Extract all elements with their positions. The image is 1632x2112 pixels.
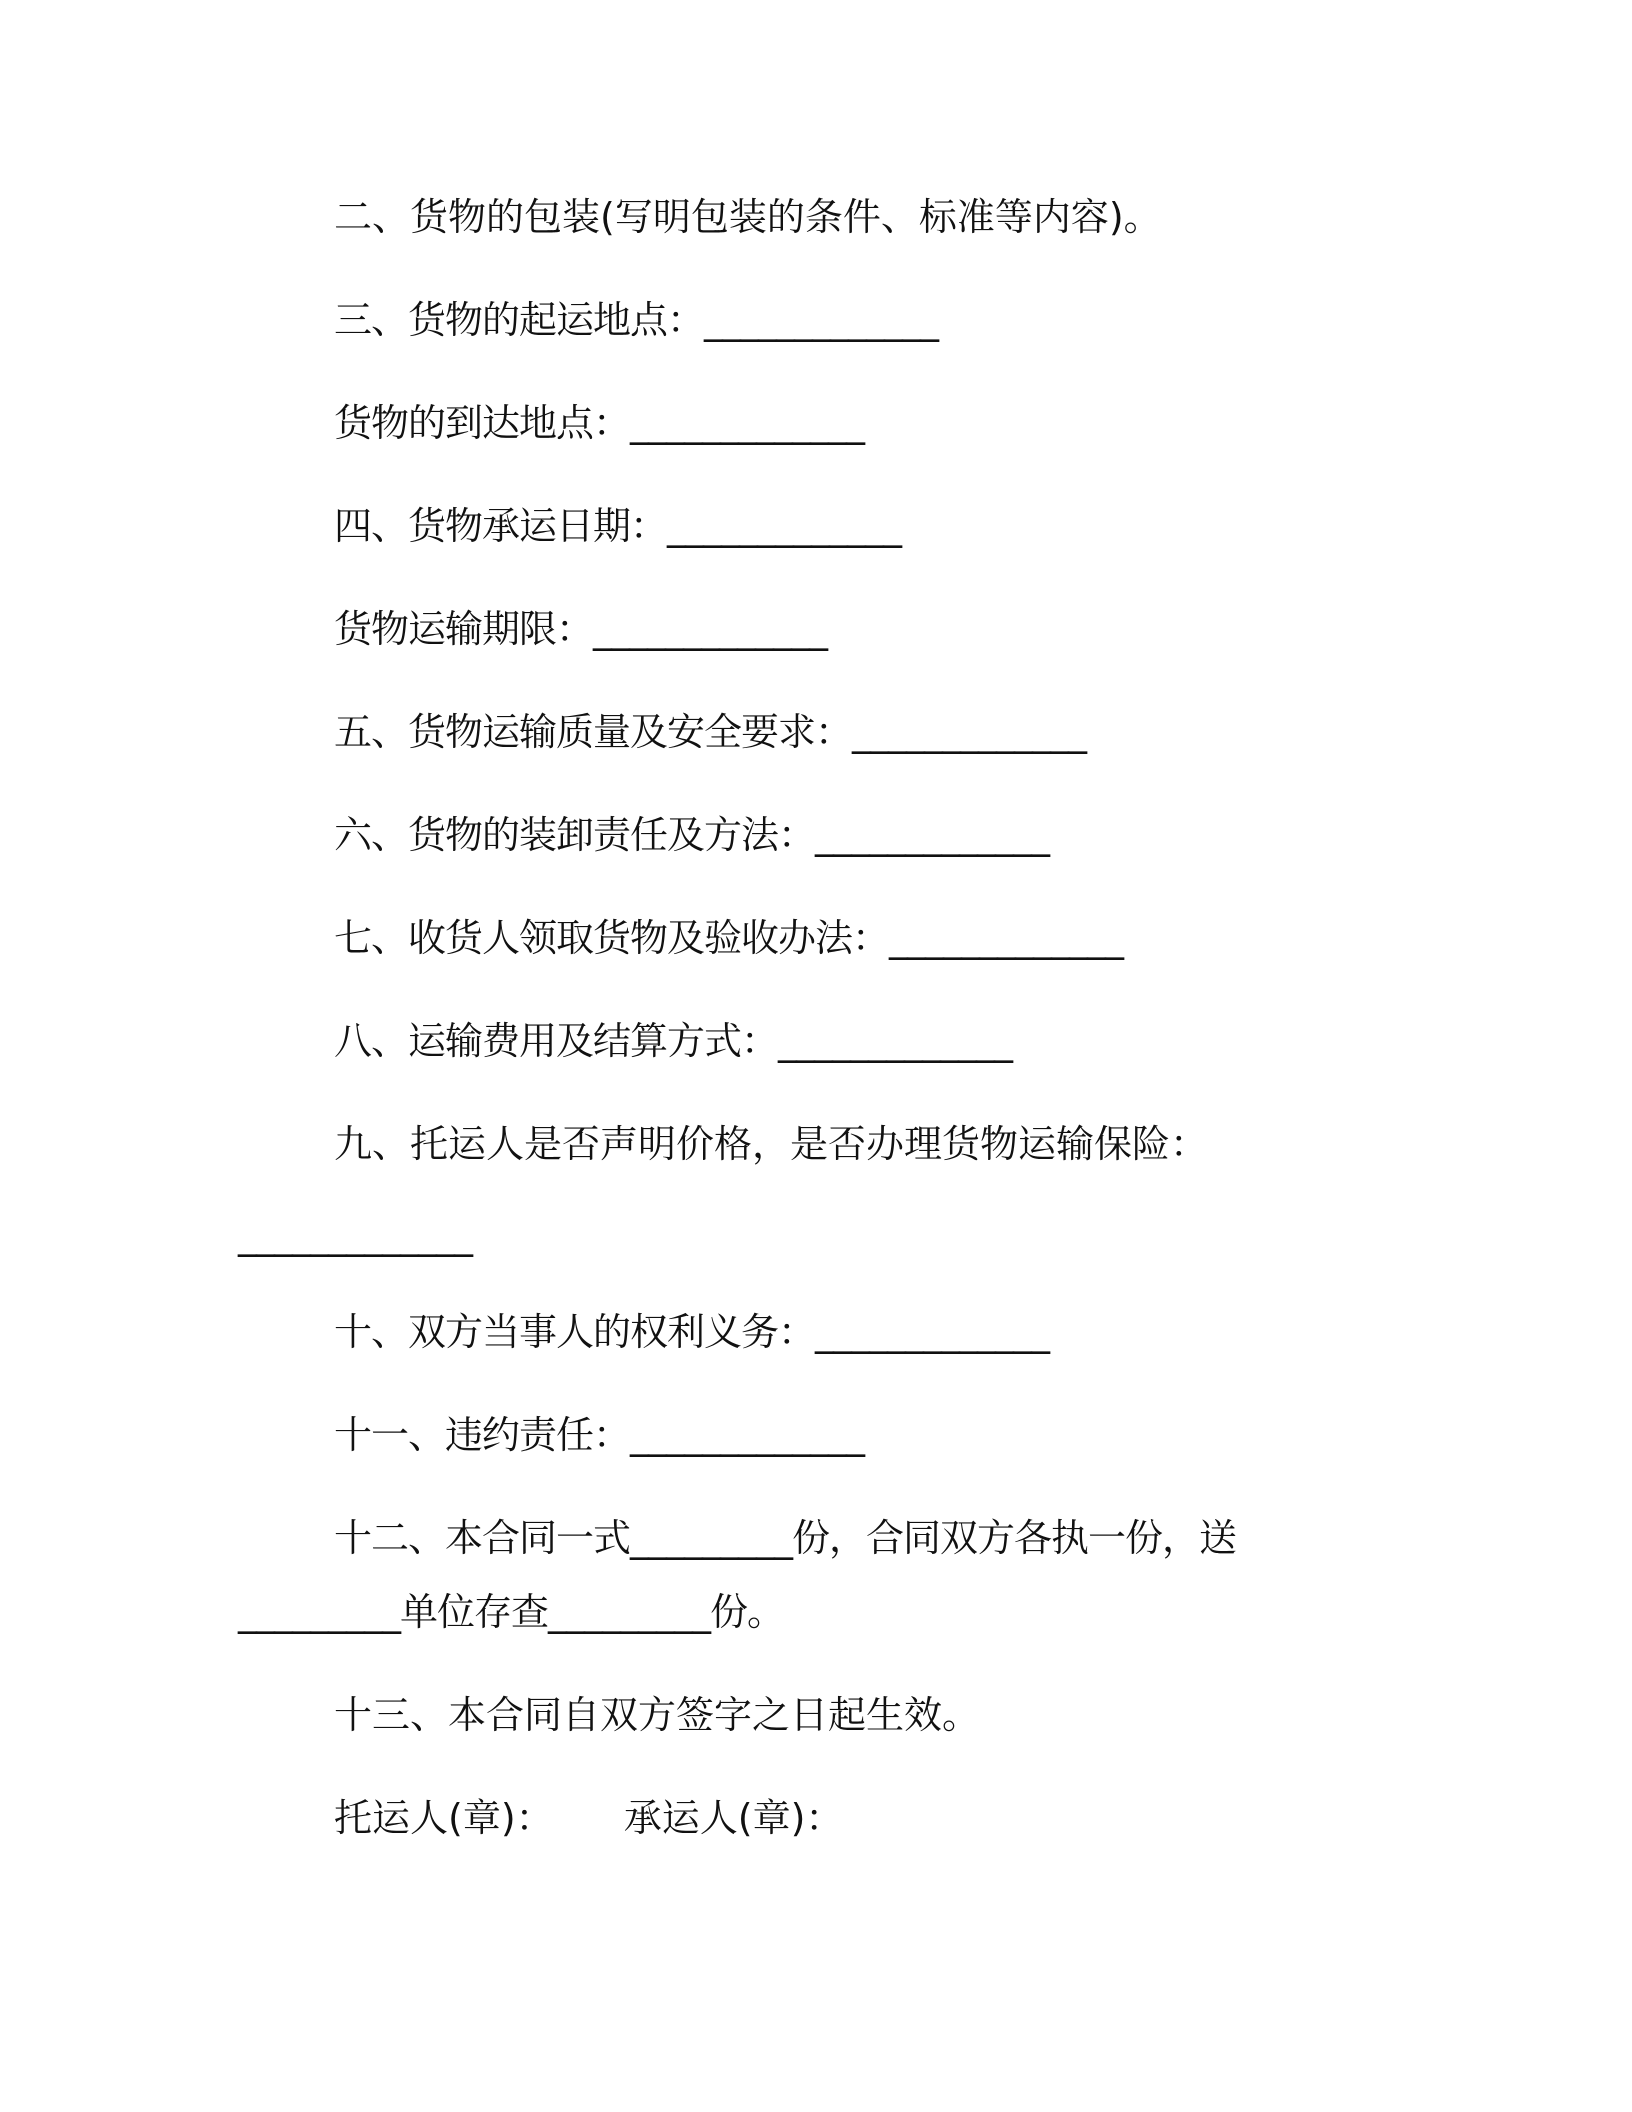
clause-5-quality: 五、货物运输质量及安全要求：_____________: [334, 710, 1087, 754]
clause-9-blank: _____________: [238, 1213, 472, 1257]
clause-12-copies: 十二、本合同一式_________份，合同双方各执一份，送: [334, 1516, 1237, 1560]
signature-line: [0, 1788, 1632, 1848]
clause-10-rights: 十、双方当事人的权利义务：_____________: [334, 1310, 1050, 1354]
shipper-signature-label: 托运人(章)：: [334, 1796, 554, 1840]
clause-13-effective: 十三、本合同自双方签字之日起生效。: [334, 1693, 981, 1737]
clause-11-liability: 十一、违约责任：_____________: [334, 1413, 865, 1457]
clause-12-copies-cont: _________单位存查_________份。: [238, 1590, 785, 1634]
clause-6-loading: 六、货物的装卸责任及方法：_____________: [334, 813, 1050, 857]
clause-4-period: 货物运输期限：_____________: [334, 607, 828, 651]
clause-2-packaging: 二、货物的包装(写明包装的条件、标准等内容)。: [334, 195, 1162, 239]
clause-4-date: 四、货物承运日期：_____________: [334, 504, 902, 548]
clause-3-destination: 货物的到达地点：_____________: [334, 401, 865, 445]
clause-7-receiving: 七、收货人领取货物及验收办法：_____________: [334, 916, 1124, 960]
clause-8-fees: 八、运输费用及结算方式：_____________: [334, 1019, 1013, 1063]
carrier-signature-label: 承运人(章)：: [623, 1796, 844, 1840]
clause-3-origin: 三、货物的起运地点：_____________: [334, 298, 939, 342]
clause-9-insurance: 九、托运人是否声明价格，是否办理货物运输保险：: [334, 1122, 1209, 1166]
